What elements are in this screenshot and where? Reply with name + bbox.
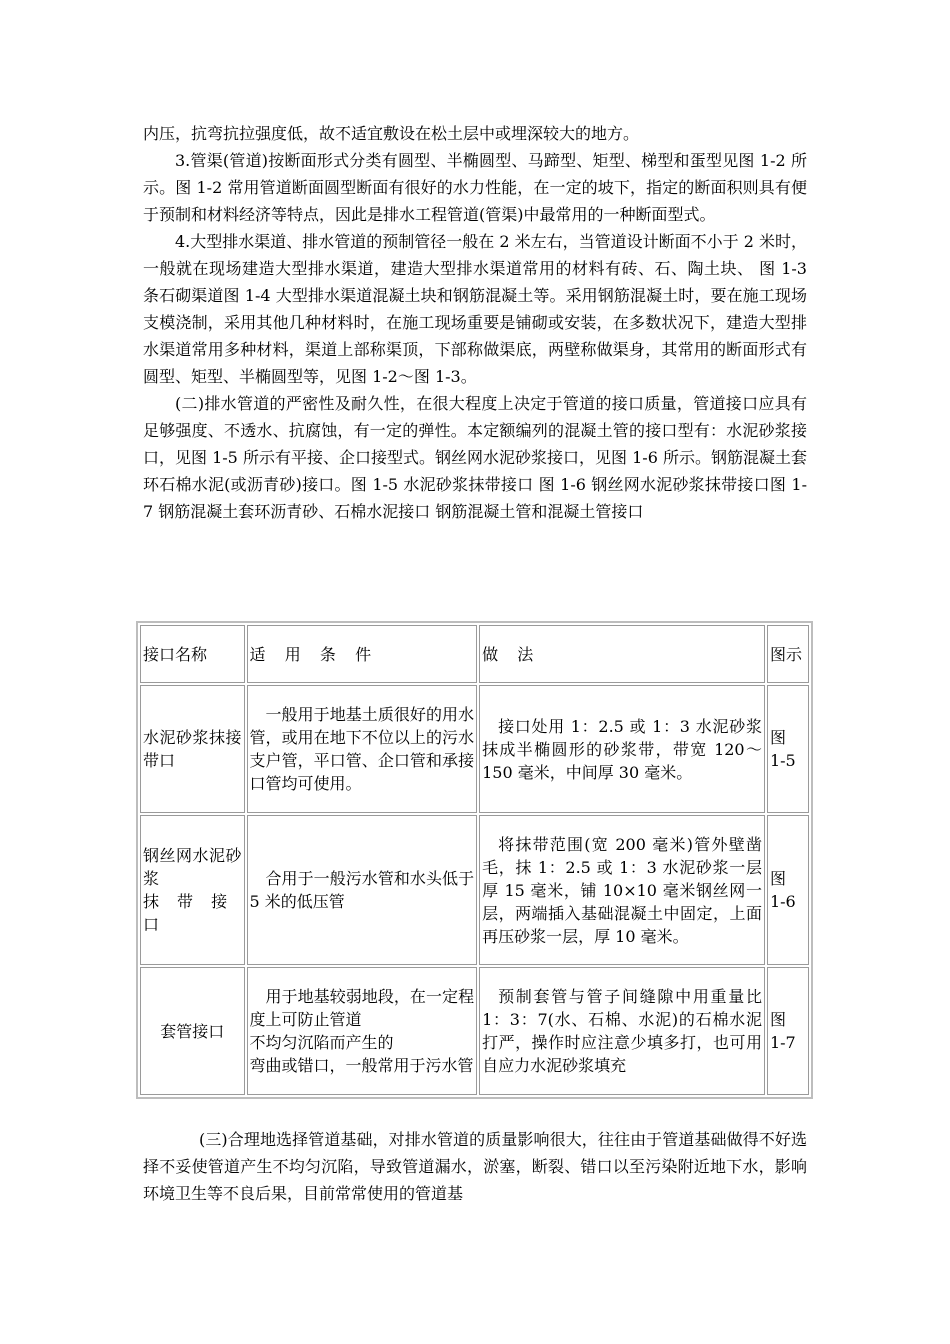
cell-method: 接口处用 1：2.5 或 1：3 水泥砂浆抹成半椭圆形的砂浆带，带宽 120～150 毫米，中间厚 30 毫米。 xyxy=(479,685,765,813)
paragraph-large-channels: 4.大型排水渠道、排水管道的预制管径一般在 2 米左右，当管道设计断面不小于 2 米时，一般就在现场建造大型排水渠道，建造大型排水渠道常用的材料有砖、石、陶土块、 图 1-3 条石砌渠道图 1-4 大型排水渠道混凝土块和钢筋混凝土等。采用钢筋混凝土时，要在施工现场支模浇制，采用其他几种材料时，在施工现场重要是铺砌或安装，在多数状况下，建造大型排水渠道常用多种材料，渠道上部称渠顶，下部称做渠底，两壁称做渠身，其常用的断面形式有圆型、矩型、半椭圆型等，见图 1-2～图 1-3。 xyxy=(143,232,807,386)
cell-figure: 图 1-6 xyxy=(767,815,809,965)
bottom-text-section xyxy=(143,1126,807,1207)
condition-line1: 用于地基较弱地段，在一定程度上可防止管道 xyxy=(249,987,475,1029)
top-text-section xyxy=(143,120,807,525)
table-header-row xyxy=(140,625,809,683)
cell-figure: 图 1-5 xyxy=(767,685,809,813)
condition-line3: 弯曲或错口，一般常用于污水管 xyxy=(249,1056,474,1075)
paragraph-pipe-foundation: (三)合理地选择管道基础，对排水管道的质量影响很大，往往由于管道基础做得不好选择不妥使管道产生不均匀沉陷，导致管道漏水，淤塞，断裂、错口以至污染附近地下水，影响环境卫生等不良后果，目前常常使用的管道基 xyxy=(143,1130,807,1203)
cell-condition: 一般用于地基土质很好的用水管，或用在地下不位以上的污水支户管，平口管、企口管和承接口管均可使用。 xyxy=(247,685,478,813)
condition-line2: 不均匀沉陷而产生的 xyxy=(249,1033,394,1052)
cell-condition xyxy=(247,967,478,1095)
paragraph-pipe-sections: 3.管渠(管道)按断面形式分类有圆型、半椭圆型、马蹄型、矩型、梯型和蛋型见图 1-2 所示。图 1-2 常用管道断面圆型断面有很好的水力性能，在一定的坡下，指定的断面积则具有便于预制和材料经济等特点，因此是排水工程管道(管渠)中最常用的一种断面型式。 xyxy=(143,151,807,224)
paragraph-joint-quality: (二)排水管道的严密性及耐久性，在很大程度上决定于管道的接口质量，管道接口应具有足够强度、不透水、抗腐蚀，有一定的弹性。本定额编列的混凝土管的接口型有：水泥砂浆接口，见图 1-5 所示有平接、企口接型式。钢丝网水泥砂浆接口，见图 1-6 所示。钢筋混凝土套环石棉水泥(或沥青砂)接口。图 1-5 水泥砂浆抹带接口 图 1-6 钢丝网水泥砂浆抹带接口图 1-7 钢筋混凝土套环沥青砂、石棉水泥接口 钢筋混凝土管和混凝土管接口 xyxy=(143,394,807,521)
header-method: 做法 xyxy=(479,625,765,683)
paragraph-continuation: 内压，抗弯抗拉强度低，故不适宜敷设在松土层中或埋深较大的地方。 xyxy=(143,124,640,143)
cell-condition: 合用于一般污水管和水头低于 5 米的低压管 xyxy=(247,815,478,965)
header-figure: 图示 xyxy=(767,625,809,683)
table-row xyxy=(140,685,809,813)
header-condition: 适用条件 xyxy=(247,625,478,683)
cell-joint-name: 套管接口 xyxy=(140,967,245,1095)
cell-method: 将抹带范围(宽 200 毫米)管外壁凿毛，抹 1：2.5 或 1：3 水泥砂浆一层厚 15 毫米，铺 10×10 毫米钢丝网一层，两端插入基础混凝土中固定，上面再压砂浆一层，厚 10 毫米。 xyxy=(479,815,765,965)
table-row xyxy=(140,967,809,1095)
header-joint-name: 接口名称 xyxy=(140,625,245,683)
joint-types-table xyxy=(136,621,813,1099)
cell-method: 预制套管与管子间缝隙中用重量比 1：3：7(水、石棉、水泥)的石棉水泥打严，操作时应注意少填多打，也可用自应力水泥砂浆填充 xyxy=(479,967,765,1095)
joint-name-line1: 钢丝网水泥砂浆 xyxy=(143,846,242,888)
cell-joint-name xyxy=(140,815,245,965)
table-row xyxy=(140,815,809,965)
cell-figure: 图 1-7 xyxy=(767,967,809,1095)
cell-joint-name: 水泥砂浆抹接带口 xyxy=(140,685,245,813)
joint-name-line2: 抹带接口 xyxy=(143,892,242,934)
